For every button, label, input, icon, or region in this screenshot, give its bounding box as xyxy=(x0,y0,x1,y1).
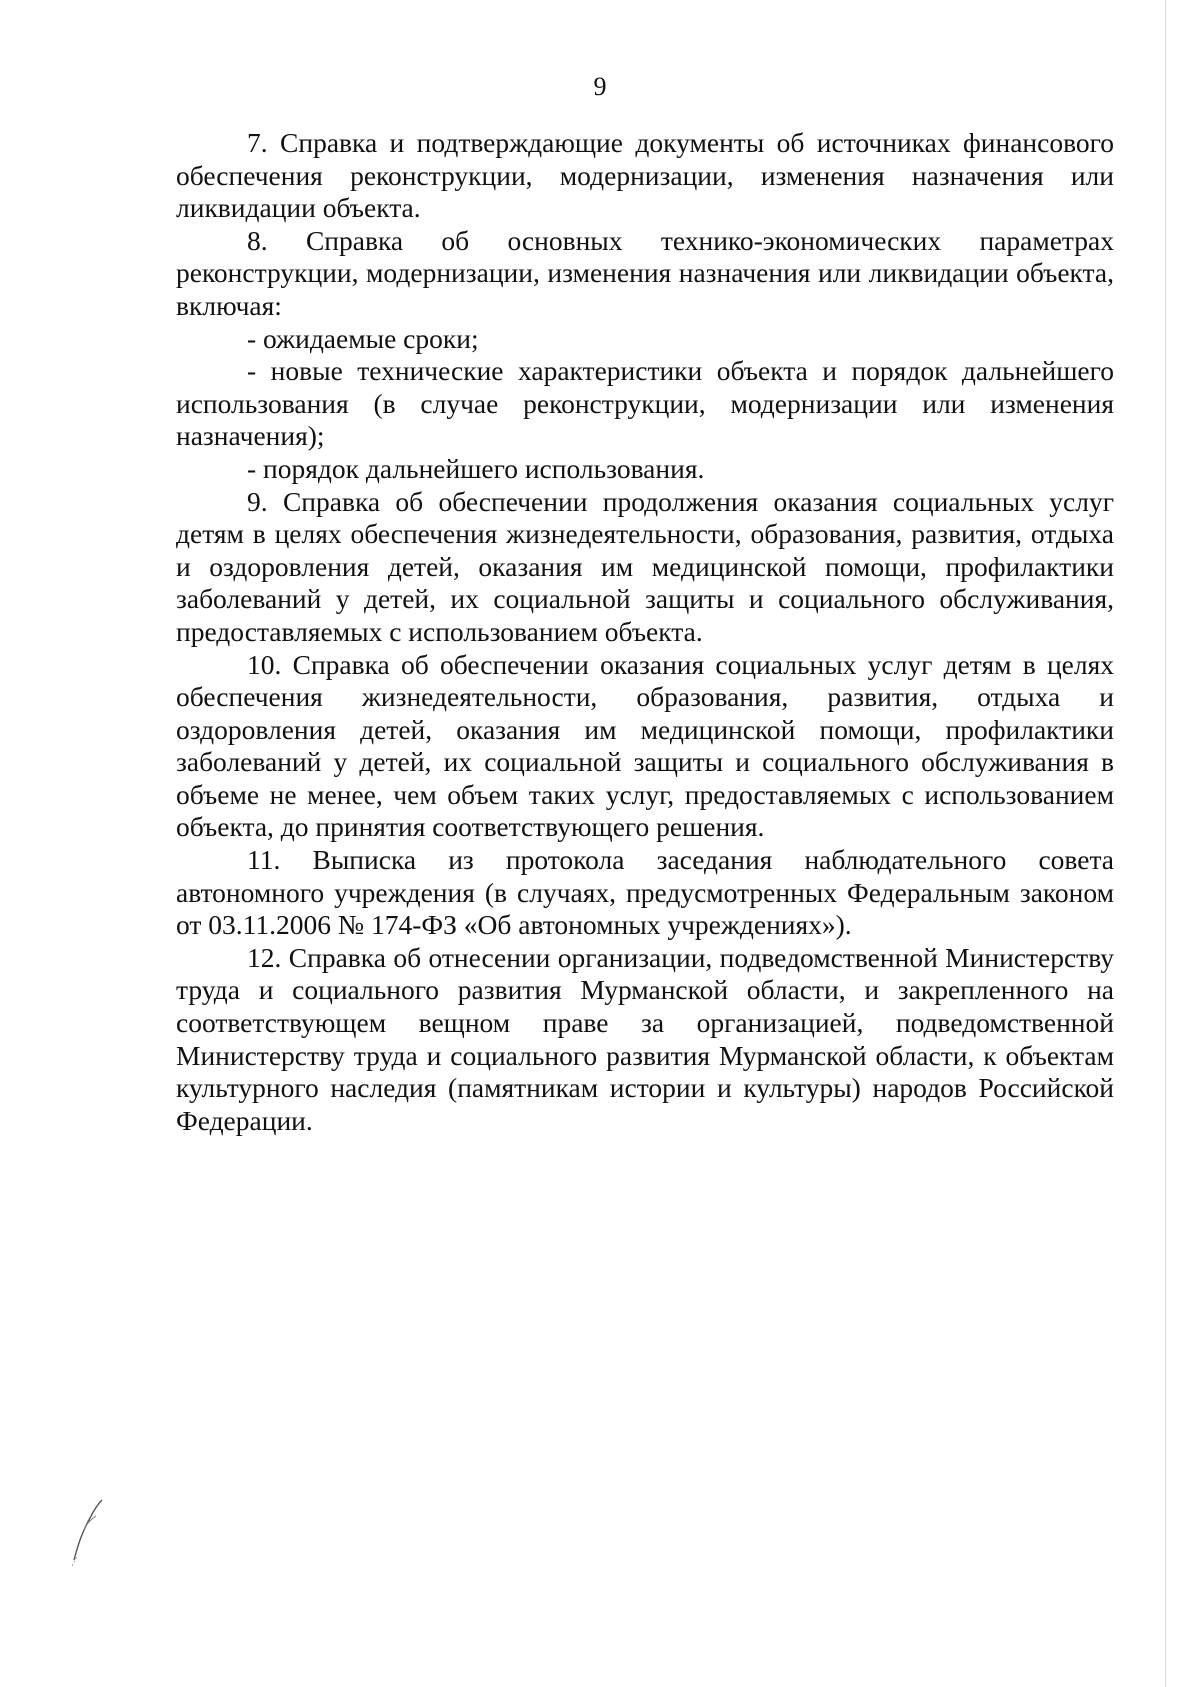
paragraph-item-11: 11. Выписка из протокола заседания наблюдательного совета автономного учреждения (в случаях, предусмотренных Федеральным законом от 03.11.2006 № 174-ФЗ «Об автономных учреждениях»). xyxy=(176,844,1114,941)
paragraph-item-12: 12. Справка об отнесении организации, подведомственной Министерству труда и социального развития Мурманской области, и закрепленного на соответствующем вещном праве за организацией, подведомственной Министерству труда и социального развития Мурманской области, к объектам культурного наследия (памятникам истории и культуры) народов Российской Федерации. xyxy=(176,941,1114,1136)
scan-edge-line xyxy=(1165,0,1166,1687)
paragraph-item-8: 8. Справка об основных технико-экономических параметрах реконструкции, модернизации, изменения назначения или ликвидации объекта, включая: xyxy=(176,224,1114,321)
document-body xyxy=(176,127,1114,1137)
signature-mark-icon xyxy=(60,1490,110,1570)
paragraph-item-7: 7. Справка и подтверждающие документы об источниках финансового обеспечения реконструкции, модернизации, изменения назначения или ликвидации объекта. xyxy=(176,127,1114,224)
paragraph-item-9: 9. Справка об обеспечении продолжения оказания социальных услуг детям в целях обеспечения жизнедеятельности, образования, развития, отдыха и оздоровления детей, оказания им медицинской помощи, профилактики заболеваний у детей, их социальной защиты и социального обслуживания, предоставляемых с использованием объекта. xyxy=(176,485,1114,647)
page-number: 9 xyxy=(593,72,607,101)
list-item-new-characteristics: - новые технические характеристики объекта и порядок дальнейшего использования (в случае реконструкции, модернизации или изменения назначения); xyxy=(176,355,1114,452)
list-item-further-use: - порядок дальнейшего использования. xyxy=(247,452,705,484)
paragraph-item-10: 10. Справка об обеспечении оказания социальных услуг детям в целях обеспечения жизнедеятельности, образования, развития, отдыха и оздоровления детей, оказания им медицинской помощи, профилактики заболеваний у детей, их социальной защиты и социального обслуживания в объеме не менее, чем объем таких услуг, предоставляемых с использованием объекта, до принятия соответствующего решения. xyxy=(176,648,1114,843)
list-item-expected-terms: - ожидаемые сроки; xyxy=(247,322,479,354)
